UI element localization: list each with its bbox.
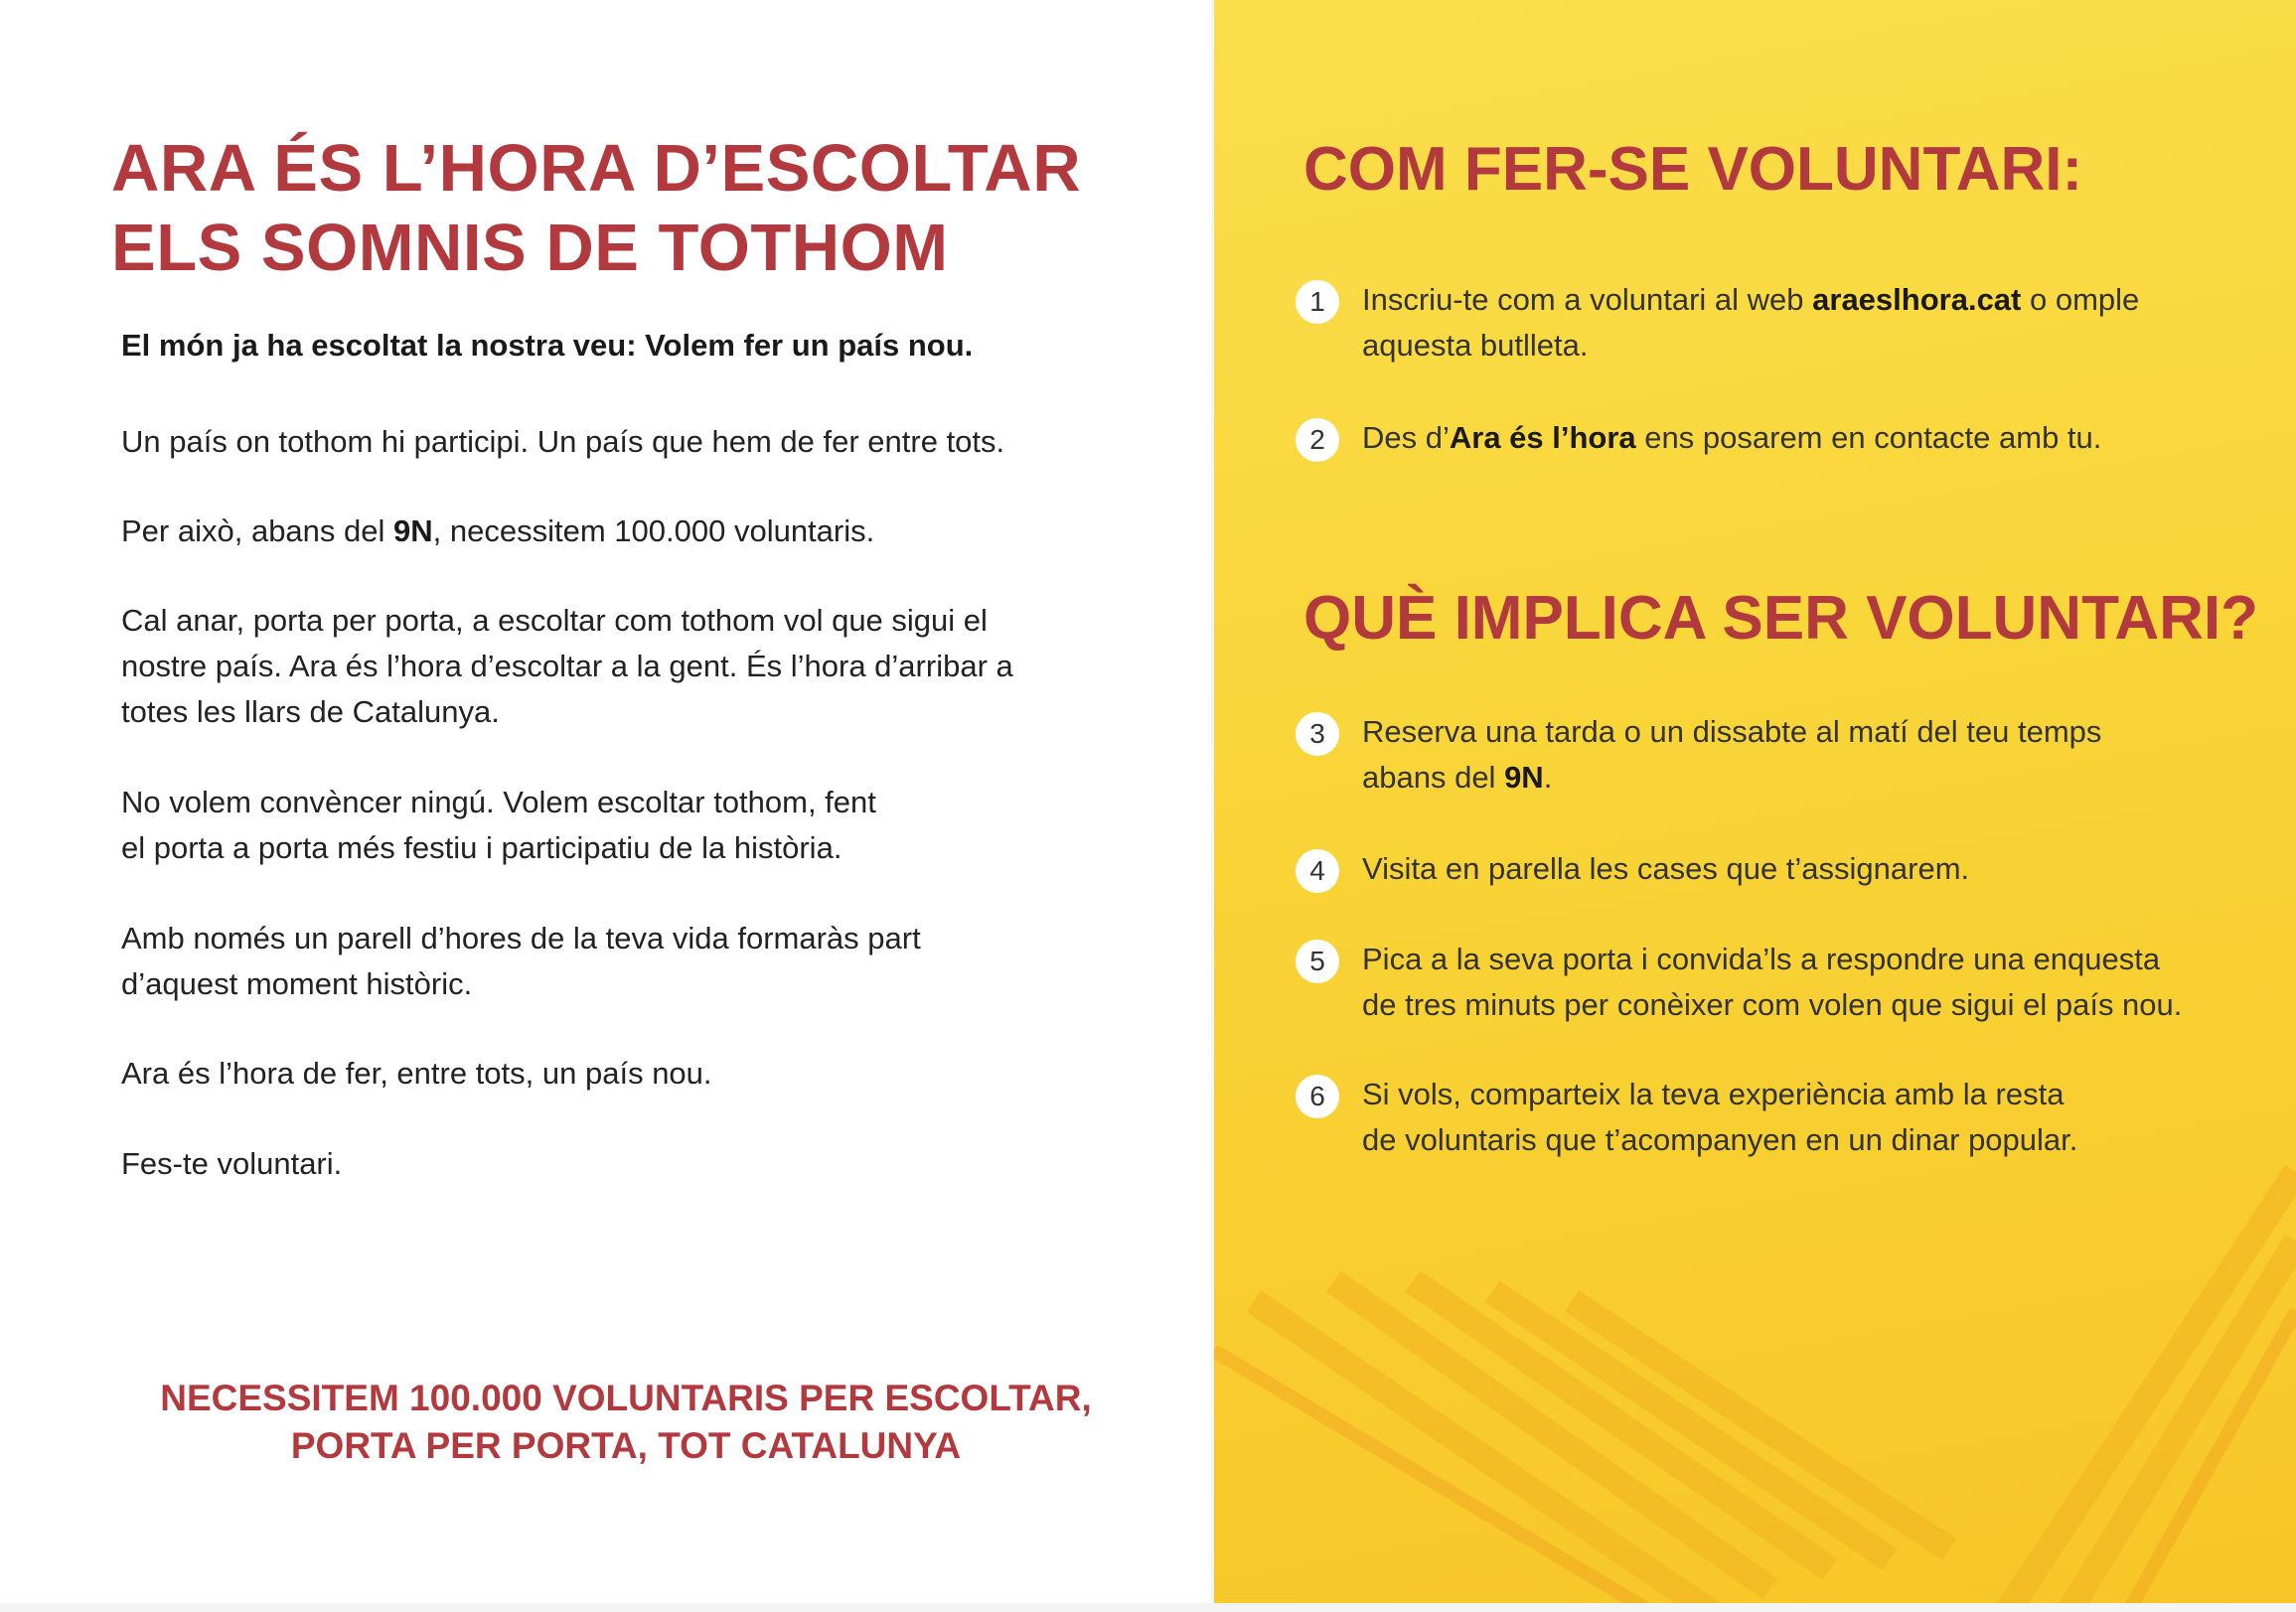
step-line: Pica a la seva porta i convida’ls a respondre una enquesta xyxy=(1362,942,2161,976)
text-segment: ens posarem en contacte amb tu. xyxy=(1635,420,2102,455)
step-line: Si vols, comparteix la teva experiència amb la resta xyxy=(1362,1077,2065,1111)
paragraph-participation xyxy=(121,419,1174,465)
bottom-banner xyxy=(60,1375,1192,1470)
paragraph-listen-everyone xyxy=(121,780,1174,871)
website-link[interactable]: araeslhora.cat xyxy=(1812,282,2022,317)
banner-line-1: NECESSITEM 100.000 VOLUNTARIS PER ESCOLTAR, xyxy=(160,1378,1092,1418)
text-segment: abans del xyxy=(1362,760,1505,795)
section-title-what-it-implies: QUÈ IMPLICA SER VOLUNTARI? xyxy=(1303,584,2258,653)
step-line: de tres minuts per conèixer com volen que sigui el país nou. xyxy=(1362,987,2183,1022)
step-line xyxy=(1362,277,2296,323)
step-text xyxy=(1362,277,2296,368)
paragraph-text: Un país on tothom hi participi. Un país que hem de fer entre tots. xyxy=(121,424,1005,459)
paragraph-historic-moment xyxy=(121,916,1174,1007)
text-segment: Inscriu-te com a voluntari al web xyxy=(1362,282,1813,317)
paragraph-new-country xyxy=(121,1051,1174,1097)
paragraph-line: Cal anar, porta per porta, a escoltar com tothom vol que sigui el xyxy=(121,603,988,638)
step-line xyxy=(1362,415,2296,461)
banner-line-2: PORTA PER PORTA, TOT CATALUNYA xyxy=(290,1425,962,1466)
step-text xyxy=(1362,709,2296,801)
step-number-badge: 6 xyxy=(1296,1075,1339,1118)
paragraph-call-to-action xyxy=(121,1141,1174,1187)
date-9n: 9N xyxy=(1504,760,1544,795)
step-text xyxy=(1362,937,2296,1028)
text-segment: o omple xyxy=(2021,282,2140,317)
right-page xyxy=(1214,0,2296,1612)
step-text xyxy=(1362,1072,2296,1163)
step-text xyxy=(1362,846,2296,892)
page-title-line-1: ARA ÉS L’HORA D’ESCOLTAR xyxy=(111,131,1082,206)
date-9n: 9N xyxy=(393,513,433,548)
step-number-badge: 3 xyxy=(1296,712,1339,756)
scan-bottom-edge xyxy=(0,1603,2296,1612)
organization-name: Ara és l’hora xyxy=(1449,420,1636,455)
text-segment: . xyxy=(1543,760,1553,795)
paragraph-door-to-door xyxy=(121,598,1174,735)
step-line: Visita en parella les cases que t’assignarem. xyxy=(1362,851,1970,886)
text-segment: Des d’ xyxy=(1362,420,1450,455)
paragraph-text: Fes-te voluntari. xyxy=(121,1146,343,1181)
page-fold xyxy=(1210,0,1215,1612)
step-number-badge: 5 xyxy=(1296,940,1339,983)
paragraph-line: el porta a porta més festiu i participatiu de la història. xyxy=(121,830,842,865)
paragraph-line: d’aquest moment històric. xyxy=(121,966,473,1001)
step-line xyxy=(1362,755,2296,801)
text-segment: , necessitem 100.000 voluntaris. xyxy=(432,513,875,548)
paragraph-line: No volem convèncer ningú. Volem escoltar tothom, fent xyxy=(121,785,876,819)
step-line: aquesta butlleta. xyxy=(1362,328,1589,363)
paragraph-line: nostre país. Ara és l’hora d’escoltar a la gent. És l’hora d’arribar a xyxy=(121,649,1013,683)
paragraph-text: Ara és l’hora de fer, entre tots, un país nou. xyxy=(121,1056,712,1091)
paragraph-line: Amb només un parell d’hores de la teva vida formaràs part xyxy=(121,921,921,955)
page-title-line-2: ELS SOMNIS DE TOTHOM xyxy=(111,211,949,285)
paragraph-volunteers-needed xyxy=(121,509,1174,554)
intro-statement: El món ja ha escoltat la nostra veu: Volem fer un país nou. xyxy=(121,328,974,363)
step-number-badge: 2 xyxy=(1296,418,1339,462)
step-text xyxy=(1362,415,2296,461)
step-line: Reserva una tarda o un dissabte al matí del teu temps xyxy=(1362,714,2102,749)
step-number-badge: 1 xyxy=(1296,280,1339,324)
decorative-stripes xyxy=(1214,0,2296,1612)
page-title xyxy=(111,129,1164,288)
section-title-how-to-volunteer: COM FER-SE VOLUNTARI: xyxy=(1303,135,2083,204)
paragraph-line: totes les llars de Catalunya. xyxy=(121,694,500,729)
text-segment: Per això, abans del xyxy=(121,513,394,548)
step-number-badge: 4 xyxy=(1296,849,1339,893)
paragraph-text xyxy=(121,509,1174,554)
step-line: de voluntaris que t’acompanyen en un dinar popular. xyxy=(1362,1122,2078,1157)
